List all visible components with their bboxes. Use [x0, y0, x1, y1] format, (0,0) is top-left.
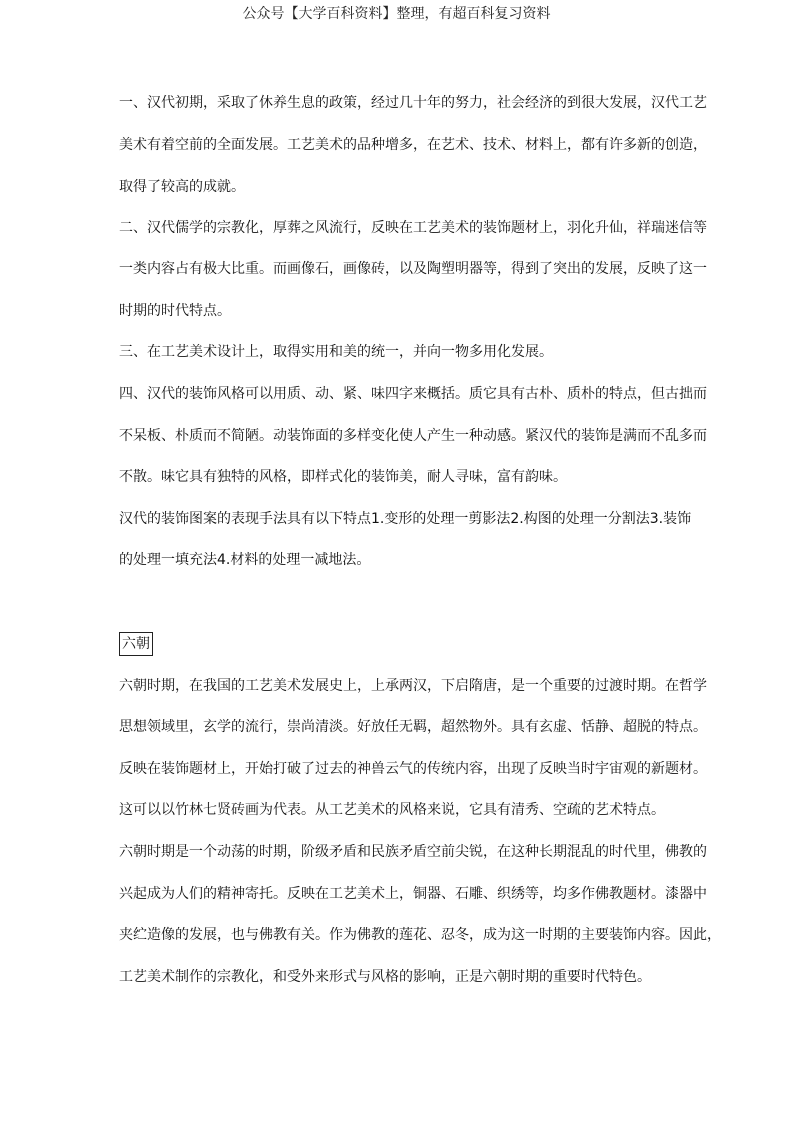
han-line: 三、在工艺美术设计上，取得实用和美的统一，并向一物多用化发展。	[119, 344, 553, 360]
han-line: 不散。味它具有独特的风格，即样式化的装饰美，耐人寻味，富有韵味。	[119, 469, 567, 485]
han-line: 的处理一填充法4.材料的处理一减地法。	[119, 552, 371, 568]
liuchao-line: 六朝时期是一个动荡的时期，阶级矛盾和民族矛盾空前尖锐，在这种长期混乱的时代里，佛教的	[119, 844, 707, 860]
liuchao-line: 工艺美术制作的宗教化，和受外来形式与风格的影响，正是六朝时期的重要时代特色。	[119, 969, 651, 985]
han-line: 汉代的装饰图案的表现手法具有以下特点1.变形的处理一剪影法2.构图的处理一分割法3.装饰	[119, 511, 692, 527]
han-line: 美术有着空前的全面发展。工艺美术的品种增多，在艺术、技术、材料上，都有许多新的创造，	[119, 137, 707, 153]
han-line: 一、汉代初期，采取了休养生息的政策，经过几十年的努力，社会经济的到很大发展，汉代工艺	[119, 95, 707, 111]
han-line: 不呆板、朴质而不简陋。动装饰面的多样变化使人产生一种动感。紧汉代的装饰是满而不乱多而	[119, 428, 707, 444]
section-heading-liuchao: 六朝	[119, 632, 153, 656]
liuchao-line: 思想领域里，玄学的流行，崇尚清淡。好放任无羁，超然物外。具有玄虚、恬静、超脱的特点。	[119, 719, 707, 735]
han-line: 时期的时代特点。	[119, 303, 231, 319]
liuchao-line: 兴起成为人们的精神寄托。反映在工艺美术上，铜器、石雕、织绣等，均多作佛教题材。漆器中	[119, 886, 707, 902]
han-line: 一类内容占有极大比重。而画像石，画像砖，以及陶塑明器等，得到了突出的发展，反映了这一	[119, 261, 707, 277]
liuchao-line: 夹纻造像的发展，也与佛教有关。作为佛教的莲花、忍冬，成为这一时期的主要装饰内容。因此，	[119, 927, 721, 943]
liuchao-line: 这可以以竹林七贤砖画为代表。从工艺美术的风格来说，它具有清秀、空疏的艺术特点。	[119, 802, 665, 818]
page-header: 公众号【大学百科资料】整理，有超百科复习资料	[242, 6, 551, 22]
han-line: 二、汉代儒学的宗教化，厚葬之风流行，反映在工艺美术的装饰题材上，羽化升仙，祥瑞迷信等	[119, 220, 707, 236]
liuchao-line: 反映在装饰题材上，开始打破了过去的神兽云气的传统内容，出现了反映当时宇宙观的新题材。	[119, 761, 707, 777]
liuchao-line: 六朝时期，在我国的工艺美术发展史上，上承两汉，下启隋唐，是一个重要的过渡时期。在哲学	[119, 678, 707, 694]
han-line: 四、汉代的装饰风格可以用质、动、紧、味四字来概括。质它具有古朴、质朴的特点，但古拙而	[119, 386, 707, 402]
han-line: 取得了较高的成就。	[119, 179, 245, 195]
